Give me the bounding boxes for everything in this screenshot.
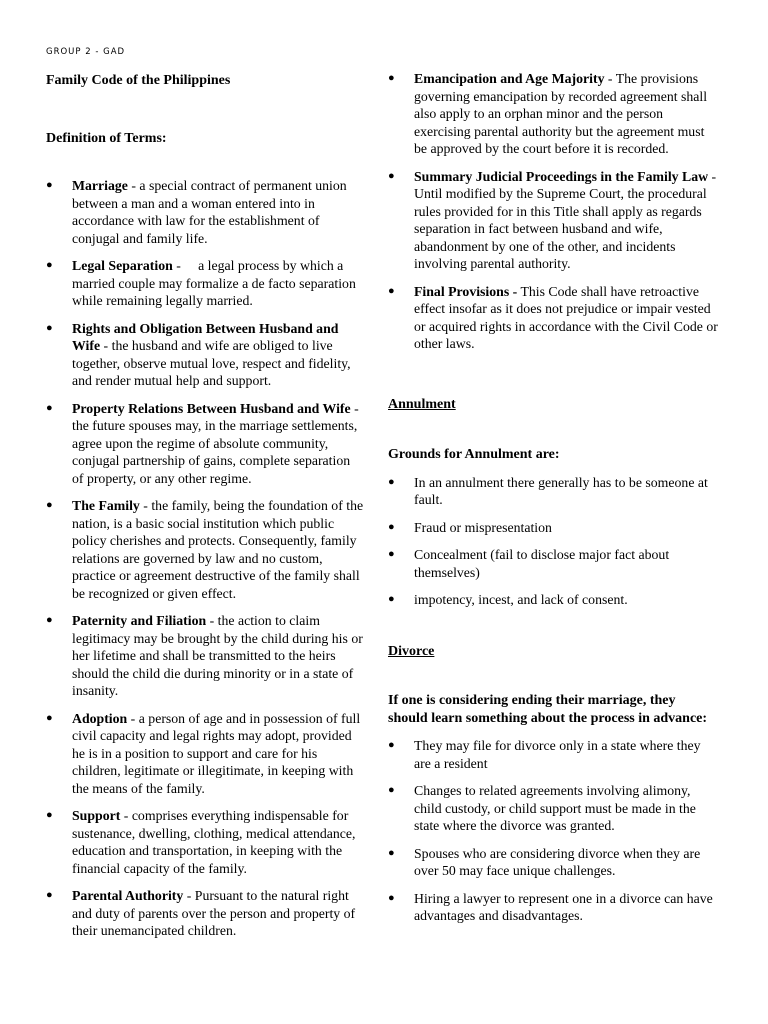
term-label: Parental Authority — [72, 888, 184, 903]
list-item — [388, 546, 718, 581]
list-item — [46, 710, 364, 798]
term-label: Support — [72, 808, 121, 823]
bullet-icon: ● — [388, 169, 395, 182]
bullet-icon: ● — [388, 520, 395, 533]
bullet-icon: ● — [46, 809, 53, 821]
list-item-text: Spouses who are considering divorce when they are over 50 may face unique challenges. — [414, 845, 701, 878]
term-description: comprises everything indispensable for sustenance, dwelling, clothing, medical attendance, education and transportation, in keeping with the financial capacity of the family. — [72, 808, 356, 876]
term-separator: - — [350, 400, 359, 416]
definitions-heading: Definition of Terms: — [46, 130, 167, 146]
definitions-list — [46, 177, 364, 940]
term-description: a legal process by which a married couple may formalize a de facto separation while remaining legally married. — [72, 258, 356, 308]
term-description: the action to claim legitimacy may be brought by the child during his or her lifetime and shall be transmitted to the heirs should the child die during minority or in a state of insanity. — [72, 613, 363, 698]
list-item — [388, 283, 718, 353]
term-separator: - — [183, 888, 195, 903]
term-description: Until modified by the Supreme Court, the procedural rules provided for in this Title shall apply as regards separation in fact between husband and wife, abandonment by one of the other, and incidents involving parental authority. — [414, 186, 707, 271]
term-description: a person of age and in possession of full civil capacity and legal rights may adopt, provided he is in a position to support and care for his children, legitimate or illegitimate, in keeping with the means of the family. — [72, 710, 361, 796]
term-description: the family, being the foundation of the nation, is a basic social institution which public policy cherishes and protects. Consequently, family relations are governed by law and no custom, practice or agreement destructive of the family shall be recognized or given effect. — [72, 498, 364, 601]
term-label: Final Provisions - — [414, 283, 518, 299]
bullet-icon: ● — [388, 284, 395, 297]
annulment-subheading: Grounds for Annulment are: — [388, 447, 560, 462]
term-description: The provisions governing emancipation by recorded agreement shall also apply to an orphan minor and the person exercising parental authority but the agreement must be approved by the court before it is recorded. — [414, 71, 708, 156]
bullet-icon: ● — [388, 784, 395, 796]
list-item — [388, 782, 718, 835]
bullet-icon: ● — [46, 401, 53, 414]
list-item-text: Changes to related agreements involving alimony, child custody, or child support must be made in the state where the divorce was granted. — [414, 783, 696, 833]
term-separator: - — [100, 338, 112, 353]
term-label: Paternity and Filiation — [72, 613, 207, 628]
list-item-text: Hiring a lawyer to represent one in a divorce can have advantages and disadvantages. — [414, 890, 713, 923]
list-item-text: Fraud or mispresentation — [414, 519, 552, 535]
term-separator: - — [139, 498, 152, 513]
list-item — [46, 177, 364, 247]
list-item — [388, 168, 718, 273]
term-separator: - — [708, 168, 717, 184]
bullet-icon: ● — [388, 72, 395, 84]
term-separator: - — [206, 613, 218, 628]
bullet-icon: ● — [46, 499, 53, 511]
term-separator: - — [127, 178, 140, 193]
list-item — [388, 70, 718, 158]
bullet-icon: ● — [388, 593, 395, 605]
term-label: Adoption — [72, 710, 128, 726]
bullet-icon: ● — [46, 711, 53, 724]
list-item — [46, 497, 364, 602]
bullet-icon: ● — [46, 614, 53, 626]
list-item-text: In an annulment there generally has to be someone at fault. — [414, 474, 708, 507]
provisions-list — [388, 70, 718, 353]
divorce-list — [388, 737, 718, 925]
term-description: the husband and wife are obliged to live together, observe mutual love, respect and fidelity, and render mutual help and support. — [72, 338, 351, 388]
bullet-icon: ● — [388, 739, 395, 751]
bullet-icon: ● — [46, 321, 53, 334]
right-column — [388, 70, 718, 935]
list-item — [46, 320, 364, 390]
document-title: Family Code of the Philippines — [46, 73, 231, 88]
term-separator: - — [172, 258, 199, 273]
list-item-text: impotency, incest, and lack of consent. — [414, 592, 628, 607]
term-separator: - — [127, 710, 139, 726]
annulment-heading: Annulment — [388, 396, 456, 412]
term-description: Pursuant to the natural right and duty of parents over the person and property of their unemancipated children. — [72, 888, 356, 938]
list-item — [388, 890, 718, 925]
term-label: Legal Separation — [72, 258, 173, 273]
term-label: Rights and Obligation Between Husband and Wife — [72, 320, 339, 353]
term-label: Marriage — [72, 178, 128, 193]
list-item — [46, 400, 364, 488]
left-column — [46, 72, 364, 950]
term-description: This Code shall have retroactive effect insofar as it does not prejudice or impair vested or acquired rights in accordance with the Civil Code or other laws. — [414, 283, 718, 351]
term-separator: - — [120, 808, 132, 823]
divorce-heading: Divorce — [388, 643, 435, 659]
term-label: The Family — [72, 498, 140, 513]
term-description: a special contract of permanent union between a man and a woman entered into in accordance with law for the establishment of conjugal and family life. — [72, 178, 347, 246]
list-item — [388, 519, 718, 537]
annulment-list — [388, 474, 718, 609]
list-item-text: Concealment (fail to disclose major fact about themselves) — [414, 547, 670, 580]
list-item — [46, 257, 364, 310]
list-item — [46, 807, 364, 877]
list-item — [46, 887, 364, 940]
group-label: GROUP 2 - GAD — [46, 47, 126, 57]
term-label: Emancipation and Age Majority — [414, 71, 605, 86]
list-item — [388, 845, 718, 880]
divorce-subheading: If one is considering ending their marriage, they should learn something about the process in advance: — [388, 693, 708, 726]
bullet-icon: ● — [388, 548, 395, 560]
bullet-icon: ● — [46, 889, 53, 901]
bullet-icon: ● — [46, 179, 53, 191]
term-description: the future spouses may, in the marriage settlements, agree upon the regime of absolute community, conjugal partnership of gains, complete separation of property, or any other regime. — [72, 418, 358, 486]
list-item — [388, 474, 718, 509]
term-label: Summary Judicial Proceedings in the Family Law — [414, 168, 709, 184]
term-separator: - — [604, 71, 616, 86]
bullet-icon: ● — [388, 475, 395, 488]
list-item — [46, 612, 364, 700]
bullet-icon: ● — [388, 891, 395, 904]
list-item-text: They may file for divorce only in a state where they are a resident — [414, 738, 701, 771]
bullet-icon: ● — [388, 846, 395, 859]
term-label: Property Relations Between Husband and Wife — [72, 400, 351, 416]
list-item — [388, 591, 718, 609]
bullet-icon: ● — [46, 259, 53, 271]
list-item — [388, 737, 718, 772]
